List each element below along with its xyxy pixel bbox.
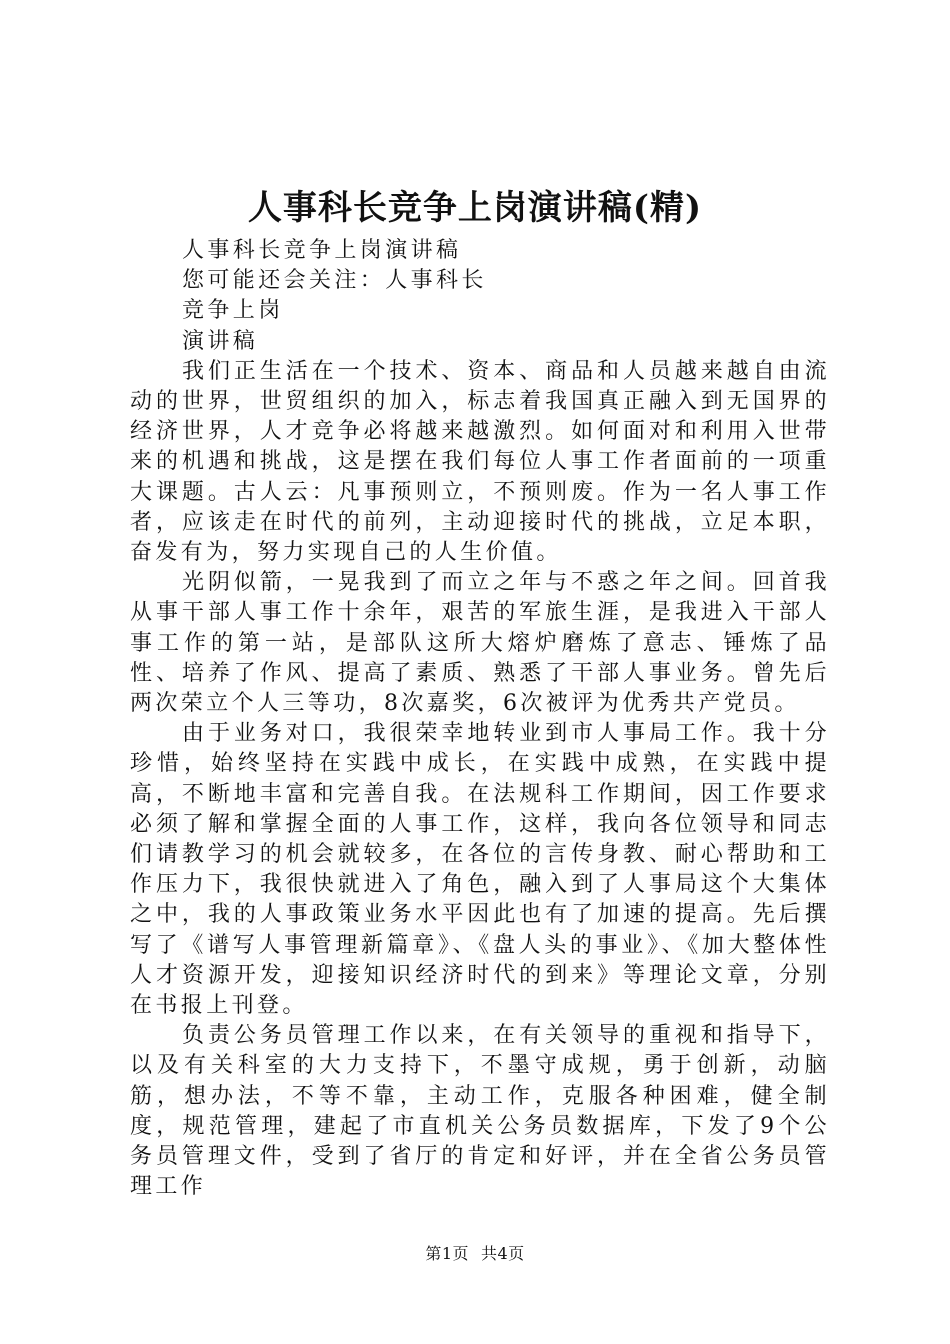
document-title: 人事科长竞争上岗演讲稿(精) xyxy=(247,188,703,228)
paragraph-civil-service: 负责公务员管理工作以来，在有关领导的重视和指导下，以及有关科室的大力支持下，不墨守成规，勇于创新，动脑筋，想办法，不等不靠，主动工作，克服各种困难，健全制度，规范管理，建起了市直机关公务员数据库，下发了9个公务员管理文件，受到了省厅的肯定和好评，并在全省公务员管理工作 xyxy=(130,1023,830,1200)
paragraph-transfer: 由于业务对口，我很荣幸地转业到市人事局工作。我十分珍惜，始终坚持在实践中成长，在实践中成熟，在实践中提高，不断地丰富和完善自我。在法规科工作期间，因工作要求必须了解和掌握全面的人事工作，这样，我向各位领导和同志们请教学习的机会就较多，在各位的言传身教、耐心帮助和工作压力下，我很快就进入了角色，融入到了人事局这个大集体之中，我的人事政策业务水平因此也有了加速的提高。先后撰写了《谱写人事管理新篇章》、《盘人头的事业》、《加大整体性人才资源开发，迎接知识经济时代的到来》等理论文章，分别在书报上刊登。 xyxy=(130,721,830,1019)
page-footer xyxy=(0,1244,950,1264)
paragraph-related-2: 竞争上岗 xyxy=(182,298,284,324)
document-body xyxy=(130,236,830,1203)
paragraph-experience: 光阴似箭，一晃我到了而立之年与不惑之年之间。回首我从事干部人事工作十余年，艰苦的军旅生涯，是我进入干部人事工作的第一站，是部队这所大熔炉磨炼了意志、锤炼了品性、培养了作风、提高了素质、熟悉了干部人事业务。曾先后两次荣立个人三等功，8次嘉奖，6次被评为优秀共产党员。 xyxy=(130,570,830,717)
paragraph-related-3: 演讲稿 xyxy=(182,328,259,354)
page-total: 共4页 xyxy=(481,1244,525,1263)
paragraph-related: 您可能还会关注：人事科长 xyxy=(182,268,487,294)
page-number: 第1页 xyxy=(425,1244,469,1263)
paragraph-intro: 我们正生活在一个技术、资本、商品和人员越来越自由流动的世界，世贸组织的加入，标志着我国真正融入到无国界的经济世界，人才竞争必将越来越激烈。如何面对和利用入世带来的机遇和挑战，这是摆在我们每位人事工作者面前的一项重大课题。古人云：凡事预则立，不预则废。作为一名人事工作者，应该走在时代的前列，主动迎接时代的挑战，立足本职，奋发有为，努力实现自己的人生价值。 xyxy=(130,358,830,566)
paragraph-subtitle: 人事科长竞争上岗演讲稿 xyxy=(182,238,462,263)
